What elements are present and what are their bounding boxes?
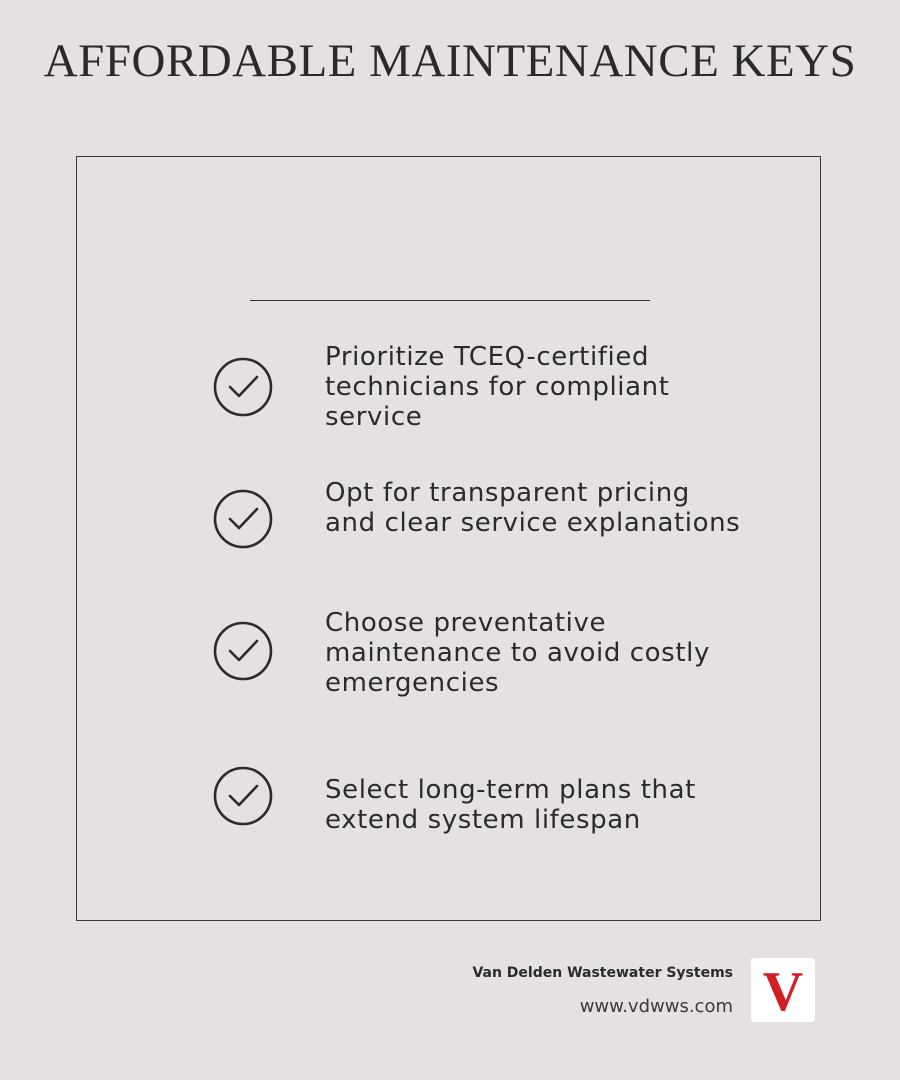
page-title: AFFORDABLE MAINTENANCE KEYS: [43, 35, 857, 87]
checklist-item-text: Choose preventative maintenance to avoid costly emergencies: [325, 608, 710, 698]
checklist-item-text: Select long-term plans that extend system lifespan: [325, 775, 696, 835]
company-name: Van Delden Wastewater Systems: [472, 965, 733, 981]
check-circle-icon: [212, 765, 274, 827]
check-circle-icon: [212, 488, 274, 550]
check-circle-icon: [212, 620, 274, 682]
checklist-item-text: Opt for transparent pricing and clear service explanations: [325, 478, 741, 538]
logo-letter: V: [762, 961, 804, 1022]
check-circle-icon: [212, 356, 274, 418]
divider: [250, 300, 650, 301]
company-logo: [751, 958, 815, 1022]
company-url[interactable]: www.vdwws.com: [579, 996, 733, 1017]
checklist-item-text: Prioritize TCEQ-certified technicians for compliant service: [325, 342, 670, 432]
